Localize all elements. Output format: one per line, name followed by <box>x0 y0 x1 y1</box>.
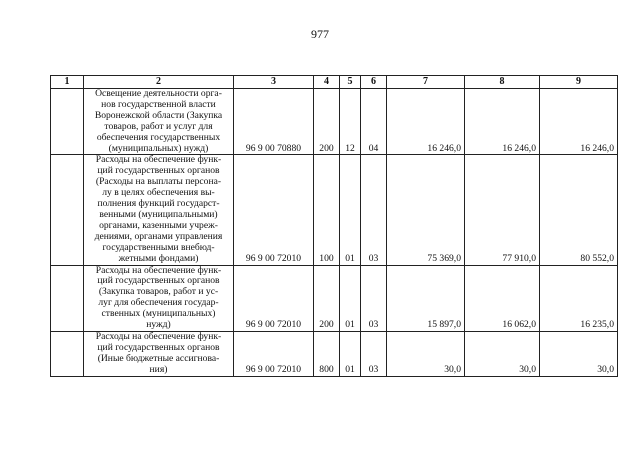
page-number: 977 <box>311 27 329 41</box>
header-cell: 9 <box>540 76 618 89</box>
amount-cell: 16 246,0 <box>387 89 465 155</box>
subsection-cell: 03 <box>361 331 387 376</box>
description-line: обеспечения государственных <box>96 131 221 143</box>
budget-table <box>50 75 618 377</box>
amount-cell: 80 552,0 <box>540 155 618 265</box>
table-row <box>51 265 618 331</box>
header-cell: 5 <box>340 76 361 89</box>
description-line: дениями, органами управления <box>94 230 223 242</box>
description-line: Воронежской области (Закупка <box>94 109 223 121</box>
description-cell <box>84 265 234 331</box>
section-cell: 01 <box>340 265 361 331</box>
table-row <box>51 155 618 265</box>
description-line: органами, казенными учреж- <box>99 219 218 231</box>
expense-type-cell: 800 <box>314 331 340 376</box>
target-code-cell: 96 9 00 70880 <box>234 89 314 155</box>
subsection-cell: 03 <box>361 265 387 331</box>
description-line: полнения функций государст- <box>97 198 220 210</box>
description-line: Расходы на обеспечение функ- <box>95 154 222 166</box>
description-line: ций государственных органов <box>97 275 220 287</box>
subsection-cell: 04 <box>361 89 387 155</box>
amount-cell: 15 897,0 <box>387 265 465 331</box>
description-line: ственных (муниципальных) <box>101 308 216 320</box>
header-cell: 1 <box>51 76 84 89</box>
description-cell <box>84 331 234 376</box>
description-cell <box>84 155 234 265</box>
amount-cell: 16 246,0 <box>540 89 618 155</box>
description-line: товаров, работ и услуг для <box>104 120 213 132</box>
description-line: (Иные бюджетные ассигнова- <box>97 352 220 364</box>
description-line: Освещение деятельности орга- <box>95 88 222 99</box>
row-number-cell <box>51 331 84 376</box>
section-cell: 01 <box>340 331 361 376</box>
description-line: ций государственных органов <box>97 165 220 177</box>
target-code-cell: 96 9 00 72010 <box>234 265 314 331</box>
description-line: государственными внебюд- <box>102 241 215 253</box>
header-row <box>51 76 618 89</box>
description-cell <box>84 89 234 155</box>
description-line: Расходы на обеспечение функ- <box>95 330 222 342</box>
header-cell: 3 <box>234 76 314 89</box>
description-line: луг для обеспечения государ- <box>98 297 219 309</box>
description-line: (Расходы на выплаты персона- <box>95 176 222 188</box>
section-cell: 01 <box>340 155 361 265</box>
amount-cell: 16 246,0 <box>465 89 540 155</box>
amount-cell: 30,0 <box>540 331 618 376</box>
amount-cell: 30,0 <box>387 331 465 376</box>
amount-cell: 30,0 <box>465 331 540 376</box>
header-cell: 7 <box>387 76 465 89</box>
expense-type-cell: 100 <box>314 155 340 265</box>
description-line: лу в целях обеспечения вы- <box>102 187 215 199</box>
amount-cell: 77 910,0 <box>465 155 540 265</box>
description-line: нов государственной власти <box>101 98 216 110</box>
description-line: жетными фондами) <box>118 252 199 264</box>
amount-cell: 16 062,0 <box>465 265 540 331</box>
description-line: ния) <box>149 363 168 375</box>
expense-type-cell: 200 <box>314 89 340 155</box>
section-cell: 12 <box>340 89 361 155</box>
table-row <box>51 331 618 376</box>
header-cell: 8 <box>465 76 540 89</box>
amount-cell: 75 369,0 <box>387 155 465 265</box>
description-line: ций государственных органов <box>97 341 220 353</box>
description-line: (муниципальных) нужд) <box>108 142 209 154</box>
subsection-cell: 03 <box>361 155 387 265</box>
description-line: (Закупка товаров, работ и ус- <box>98 286 219 298</box>
header-cell: 2 <box>84 76 234 89</box>
amount-cell: 16 235,0 <box>540 265 618 331</box>
row-number-cell <box>51 155 84 265</box>
table-row <box>51 89 618 155</box>
row-number-cell <box>51 89 84 155</box>
description-line: нужд) <box>146 319 171 331</box>
header-cell: 6 <box>361 76 387 89</box>
expense-type-cell: 200 <box>314 265 340 331</box>
description-line: Расходы на обеспечение функ- <box>95 264 222 276</box>
target-code-cell: 96 9 00 72010 <box>234 331 314 376</box>
target-code-cell: 96 9 00 72010 <box>234 155 314 265</box>
description-line: венными (муниципальными) <box>99 208 218 220</box>
row-number-cell <box>51 265 84 331</box>
header-cell: 4 <box>314 76 340 89</box>
